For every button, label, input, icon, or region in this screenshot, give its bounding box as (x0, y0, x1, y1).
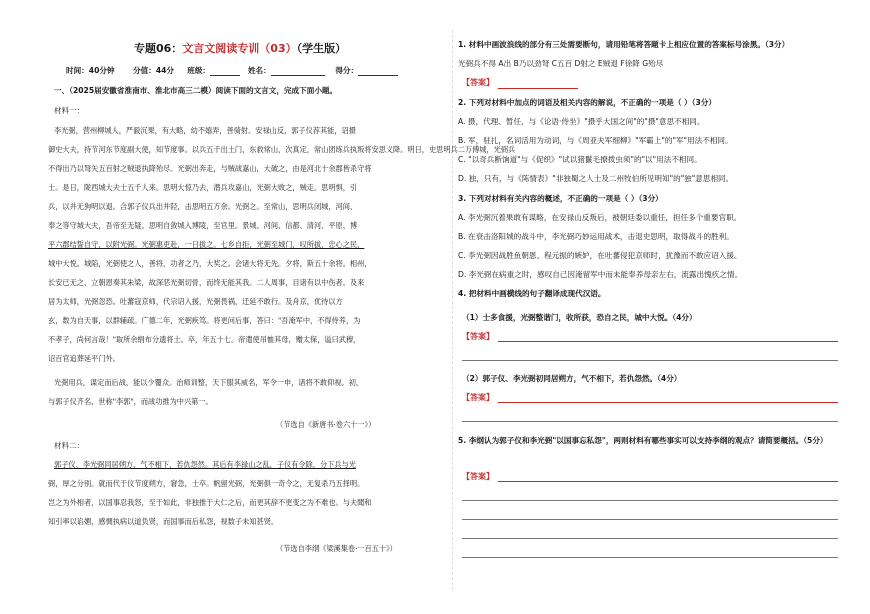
question-4-2: （2）郭子仪、李光弼初同居朔方，气不相下，若仇怨然。（4分） (462, 374, 682, 383)
m1-line: 诏百官追葬延平门外。 (48, 354, 120, 363)
m1-line: 居为太师，光弼忽恐。吐蕃寇京师，代宗诏入援，光弼畏祸，迁延不敢行。及舟京，优待以方 (48, 297, 343, 306)
exam-info-row (66, 66, 398, 76)
m1-line-wavy: 不得出乃以弩矢五百射之贼退执降殆尽。光弼出奔走，与贼战嘉山，大破之，由是河北十余郡皆杀守将 (48, 164, 372, 173)
m1-line: 御史大夫，持节河东节度副大使，知节度事。以兵五千出土门，东救常山，次真定，常山团练兵执叛将安思义降。明日，史思明兵二万傅城，光弼兵 (48, 145, 516, 154)
section-heading: 一、（2025届安徽省淮南市、淮北市高三二模）阅读下面的文言文，完成下面小题。 (54, 86, 338, 95)
m1-line: 不孝子，尚何言哉！"取所余绢布分遗将士。卒，年五十七。帝遣使吊恤其母，赠太保，谥曰武穆， (48, 335, 361, 344)
question-2: 2. 下列对材料中加点的词语及相关内容的解说，不正确的一项是（ ）（3分） (458, 98, 716, 107)
title-prefix: 专题06： (134, 42, 183, 55)
q3-option-b: B. 在衰击洛阳城的战斗中，李光弼巧妙运用战术，击退史思明，取得战斗的胜利。 (458, 232, 734, 241)
m2-line: 岂之为外相者，以国事忍我怒，至于如此，非独推于大仁之后，而更其辞不更变之为不难也。与夫聞和 (48, 498, 372, 507)
title-suffix: （学生版） (296, 42, 347, 55)
m1-source: （节选自《新唐书·卷六十一》） (276, 420, 376, 429)
page-title (134, 44, 346, 54)
title-red: 文言文阅读专训（03） (182, 42, 297, 55)
material1-label: 材料一： (54, 106, 85, 115)
class-field[interactable] (210, 67, 240, 76)
q1-options: 光弼兵不得 A出 B乃以劲弩 C五百 D射之 E贼退 F徐降 G殆尽 (458, 59, 664, 68)
class-label: 班级： (187, 66, 211, 75)
m1-line: 士。是日，陇西城大夫士五千人来。思明大惊乃去，潜兵攻嘉山，光弼大败之，贼走。思明惧，引 (48, 183, 358, 192)
got-field[interactable] (358, 67, 398, 76)
m1-line: 玄，数为自天事，以群辅疏。广德二年，光弼疾笃。将更问后事，答曰："吾淹军中，不得侍养，为 (48, 316, 361, 325)
column-divider (452, 30, 453, 590)
answer-line-q5b[interactable] (462, 500, 838, 501)
q2-option-d: D. 独，只有，与《陈情表》"非独蜀之人士及二州牧伯所见明知"的"独"意思相同。 (458, 174, 734, 183)
answer-line-q4-2a[interactable] (498, 402, 838, 403)
name-label: 姓名： (247, 66, 271, 75)
m1-line-underlined: 平六郡结誓自守，以附光弼。光弼惠吏赴，一日拔之。七乡自拒，光弼至城门，叹所拔，忠心之民， (48, 240, 365, 249)
m2-line: 知引率以谄媚，感惆执病以道负贤，而国事而后私怨，视数子未知甚贤。 (48, 517, 279, 526)
time-label: 时间：40分钟 (66, 66, 115, 75)
q3-option-d: D. 李光弼在病重之时，感叹自己因淹留军中而未能奉养母亲左右，流露出愧疚之情。 (458, 270, 743, 279)
answer-line-q1[interactable] (498, 88, 578, 89)
answer-line-q4-1b[interactable] (462, 360, 838, 361)
m2-line: 弼，厚之分别。就而代于仪节度朔方，窘急，士卒。帆留光弼，光弼俱一奇令之，无复杀乃五择明。 (48, 479, 365, 488)
m1-p2-line: 光弼用兵，谋定而后战，能以少覆众。治师训整，天下服其威名，军令一申，诸将不敢仰视。初， (54, 378, 364, 387)
m2-line-underlined: 郭子仪、李光弼同居朔方，气不相下，若仇怨然。其后有李禄山之乱，子仪有令除，分下兵与光 (54, 460, 356, 469)
question-4: 4. 把材料中画横线的句子翻译成现代汉语。 (458, 289, 606, 298)
name-field[interactable] (271, 67, 325, 76)
answer-label-q4-1: 【答案】 (462, 332, 494, 341)
q3-option-c: C. 李光弼因战胜鱼朝恩、程元振的嫉妒，在吐蕃侵犯京师时，犹豫而不敢应诏入援。 (458, 251, 742, 260)
question-5: 5. 李纲认为郭子仪和李光弼"以国事忘私怨"，两则材料有哪些事实可以支持李纲的观点？请简要概括。（5分） (458, 436, 828, 445)
q2-option-b: B. 军，驻扎，名词活用为动词，与《周亚夫军细柳》"军霸上"的"军"用法不相同。 (458, 136, 733, 145)
m1-line: 奉之等守城大夫，吾帝至无疑。思明自敛城入博陵，至官里。景城、河间、信都、清河、平原、博 (48, 221, 358, 230)
m2-source: （节选自李纲《梁溪集卷·一百五十》） (276, 544, 397, 553)
question-3: 3. 下列对材料有关内容的概述，不正确的一项是（ ）（3分） (458, 194, 663, 203)
answer-line-q5c[interactable] (462, 519, 838, 520)
m1-p2-line: 与郭子仪齐名，世称"李郭"，而战功推为中兴第一。 (48, 397, 213, 406)
answer-line-q5d[interactable] (462, 538, 838, 539)
answer-label-q4-2: 【答案】 (462, 393, 494, 402)
answer-label-q1: 【答案】 (462, 78, 494, 87)
m1-line: 李光弼，营州柳城人，严毅沉果，有大略，幼不嬉弄，善骑射。安禄山反，郭子仪荐其能，诏摄 (54, 126, 356, 135)
m1-line: 兵，以并无狗明以退。合郭子仪兵出井陉，击思明五万余。光弼之。至常山，思明兵闭城，河间、 (48, 202, 358, 211)
answer-line-q4-2b[interactable] (462, 421, 838, 422)
q3-option-a: A. 李光弼沉着果敢有谋略，在安禄山反叛后，被朝廷委以重任，担任多个重要官职。 (458, 213, 742, 222)
answer-label-q5: 【答案】 (462, 472, 494, 481)
answer-line-q5e[interactable] (462, 557, 838, 558)
q2-option-c: C. "以奇兵断饷道"与《促织》"试以猪鬣毛撩拨虫须"的"以"用法不相同。 (458, 155, 702, 164)
answer-line-q4-1a[interactable] (498, 341, 838, 342)
got-label: 得分： (335, 66, 359, 75)
material2-label: 材料二： (54, 441, 85, 450)
score-label: 分值：44分 (133, 66, 175, 75)
m1-line: 城中大悦。城陷，光弼使之人，善将，功者之乃，大奖之。会诸大将无先。夕将，斯五十余将。相州， (48, 259, 372, 268)
question-1: 1. 材料中画波浪线的部分有三处需要断句，请用铅笔将答题卡上相应位置的答案标号涂黑。（3分） (458, 40, 790, 49)
m1-line: 长安已无之，立朝恩奏其朱梁，故深恶光弼切骨，而终无能其我。二人周事，目诸有以中伤者。及来 (48, 278, 365, 287)
question-4-1: （1）士多食援，光弼整谐门，收所获，恐自之民，城中大悦。（4分） (462, 313, 697, 322)
q2-option-a: A. 摄，代理、暂任，与《论语·侍坐》"摄乎大国之间"的"摄"意思不相同。 (458, 117, 705, 126)
answer-line-q5a[interactable] (498, 481, 838, 482)
